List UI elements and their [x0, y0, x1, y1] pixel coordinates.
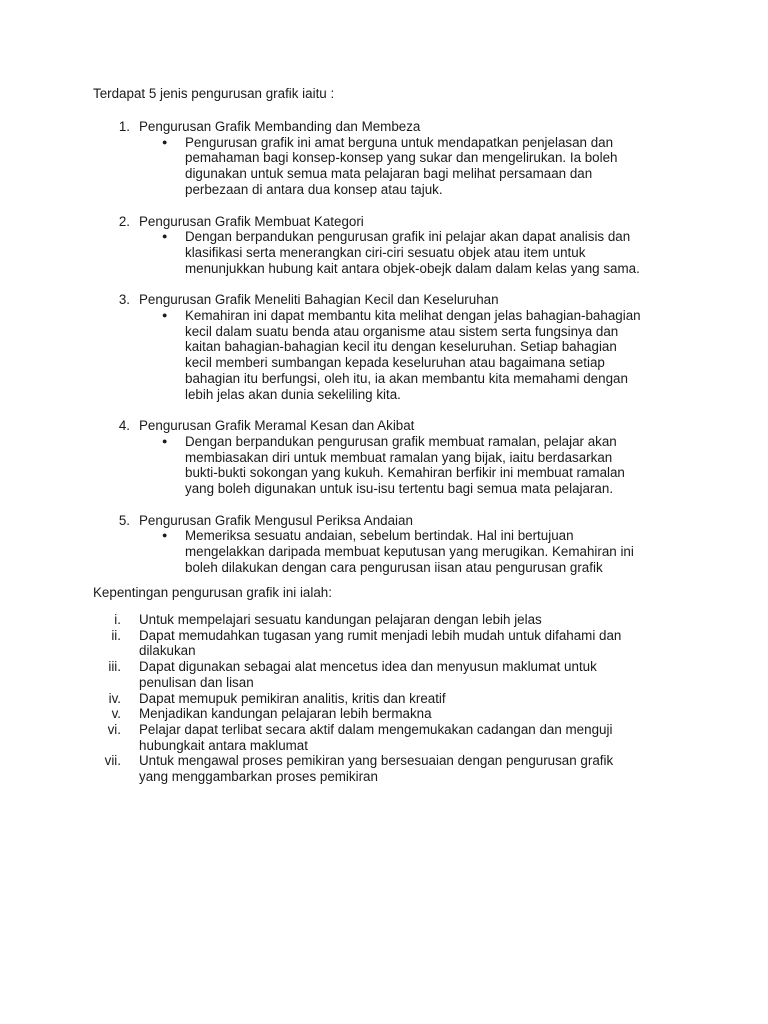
section-number: 3.	[118, 292, 130, 308]
intro-text: Terdapat 5 jenis pengurusan grafik iaitu :	[93, 86, 335, 101]
bullet-line: klasifikasi serta menerangkan ciri-ciri sesuatu objek atau item untuk	[185, 244, 586, 260]
bullet-line: bukti-bukti sokongan yang kukuh. Kemahiran berfikir ini membuat ramalan	[185, 465, 625, 481]
item-line: Dapat memupuk pemikiran analitis, kritis dan kreatif	[139, 690, 446, 706]
section-number: 5.	[118, 512, 130, 528]
section-title: Pengurusan Grafik Membanding dan Membeza	[139, 119, 421, 134]
item-line: Untuk mengawal proses pemikiran yang bersesuaian dengan pengurusan grafik	[139, 753, 614, 769]
bullet-line: Dengan berpandukan pengurusan grafik ini pelajar akan dapat analisis dan	[185, 229, 631, 245]
bullet-item	[162, 229, 713, 276]
roman-numeral: vi.	[107, 721, 121, 737]
roman-numeral: iii.	[108, 659, 121, 675]
bullet-icon: ●	[162, 231, 168, 242]
section-title: Pengurusan Grafik Membuat Kategori	[139, 213, 364, 229]
item-line: hubungkait antara maklumat	[139, 737, 308, 753]
roman-numeral: v.	[111, 706, 121, 722]
section-title: Pengurusan Grafik Mengusul Periksa Andaian	[139, 512, 413, 528]
bullet-line: perbezaan di antara dua konsep atau tajuk.	[185, 181, 443, 197]
importance-list	[93, 612, 693, 785]
bullet-icon: ●	[162, 136, 168, 147]
bullet-item	[162, 134, 713, 198]
bullet-item	[162, 528, 713, 575]
section-2	[93, 214, 713, 277]
section-number: 1.	[118, 119, 130, 134]
bullet-line: menunjukkan hubung kait antara objek-obejk dalam dalam kelas yang sama.	[185, 260, 640, 276]
bullet-line: membiasakan diri untuk membuat ramalan yang bijak, iaitu berdasarkan	[185, 449, 613, 465]
item-line: dilakukan	[139, 643, 196, 659]
section-4	[93, 418, 713, 497]
section-number: 2.	[118, 213, 130, 229]
item-line: Dapat digunakan sebagai alat mencetus idea dan menyusun maklumat untuk	[139, 659, 597, 675]
section-title: Pengurusan Grafik Meramal Kesan dan Akibat	[139, 418, 415, 434]
list-item	[93, 612, 693, 628]
bullet-line: Memeriksa sesuatu andaian, sebelum bertindak. Hal ini bertujuan	[185, 528, 574, 544]
bullet-line: Kemahiran ini dapat membantu kita melihat dengan jelas bahagian-bahagian	[185, 308, 641, 324]
bullet-icon: ●	[162, 530, 168, 541]
bullet-item	[162, 308, 713, 402]
item-line: yang menggambarkan proses pemikiran	[139, 769, 378, 785]
bullet-line: mengelakkan daripada membuat keputusan yang merugikan. Kemahiran ini	[185, 544, 634, 560]
roman-numeral: ii.	[111, 627, 121, 643]
section-number: 4.	[118, 418, 130, 434]
list-item	[93, 753, 693, 784]
section-title: Pengurusan Grafik Meneliti Bahagian Kecil dan Keseluruhan	[139, 292, 499, 308]
bullet-line: digunakan untuk semua mata pelajaran bagi melihat persamaan dan	[185, 166, 593, 182]
bullet-line: kecil memberi sumbangan kepada keseluruhan atau bagaimana setiap	[185, 355, 605, 371]
item-line: penulisan dan lisan	[139, 674, 254, 690]
bullet-item	[162, 433, 713, 497]
bullet-line: lebih jelas akan dunia sekeliling kita.	[185, 386, 401, 402]
list-item	[93, 628, 693, 659]
item-line: Untuk mempelajari sesuatu kandungan pelajaran dengan lebih jelas	[139, 612, 542, 627]
importance-heading: Kepentingan pengurusan grafik ini ialah:	[93, 585, 332, 600]
list-item	[93, 691, 693, 707]
item-line: Dapat memudahkan tugasan yang rumit menjadi lebih mudah untuk difahami dan	[139, 627, 622, 643]
bullet-line: Dengan berpandukan pengurusan grafik membuat ramalan, pelajar akan	[185, 433, 617, 449]
roman-numeral: iv.	[108, 690, 121, 706]
bullet-icon: ●	[162, 435, 168, 446]
bullet-icon: ●	[162, 310, 168, 321]
roman-numeral: i.	[114, 612, 121, 627]
section-5	[93, 513, 713, 576]
bullet-line: yang boleh digunakan untuk isu-isu tertentu bagi semua mata pelajaran.	[185, 481, 614, 497]
bullet-line: Pengurusan grafik ini amat berguna untuk mendapatkan penjelasan dan	[185, 134, 614, 150]
bullet-line: bahagian itu berfungsi, oleh itu, ia akan membantu kita memahami dengan	[185, 370, 628, 386]
bullet-line: kecil dalam suatu benda atau organisme atau sistem serta fungsinya dan	[185, 323, 619, 339]
graphic-organizer-type-list	[93, 119, 713, 592]
section-3	[93, 292, 713, 402]
item-line: Pelajar dapat terlibat secara aktif dalam mengemukakan cadangan dan menguji	[139, 721, 613, 737]
list-item	[93, 722, 693, 753]
roman-numeral: vii.	[104, 753, 121, 769]
list-item	[93, 706, 693, 722]
bullet-line: boleh dilakukan dengan cara pengurusan iisan atau pengurusan grafik	[185, 559, 603, 575]
section-1	[93, 119, 713, 198]
bullet-line: pemahaman bagi konsep-konsep yang sukar dan mengelirukan. Ia boleh	[185, 150, 618, 166]
item-line: Menjadikan kandungan pelajaran lebih bermakna	[139, 706, 432, 722]
bullet-line: kaitan bahagian-bahagian kecil itu dengan keseluruhan. Setiap bahagian	[185, 339, 617, 355]
list-item	[93, 659, 693, 690]
